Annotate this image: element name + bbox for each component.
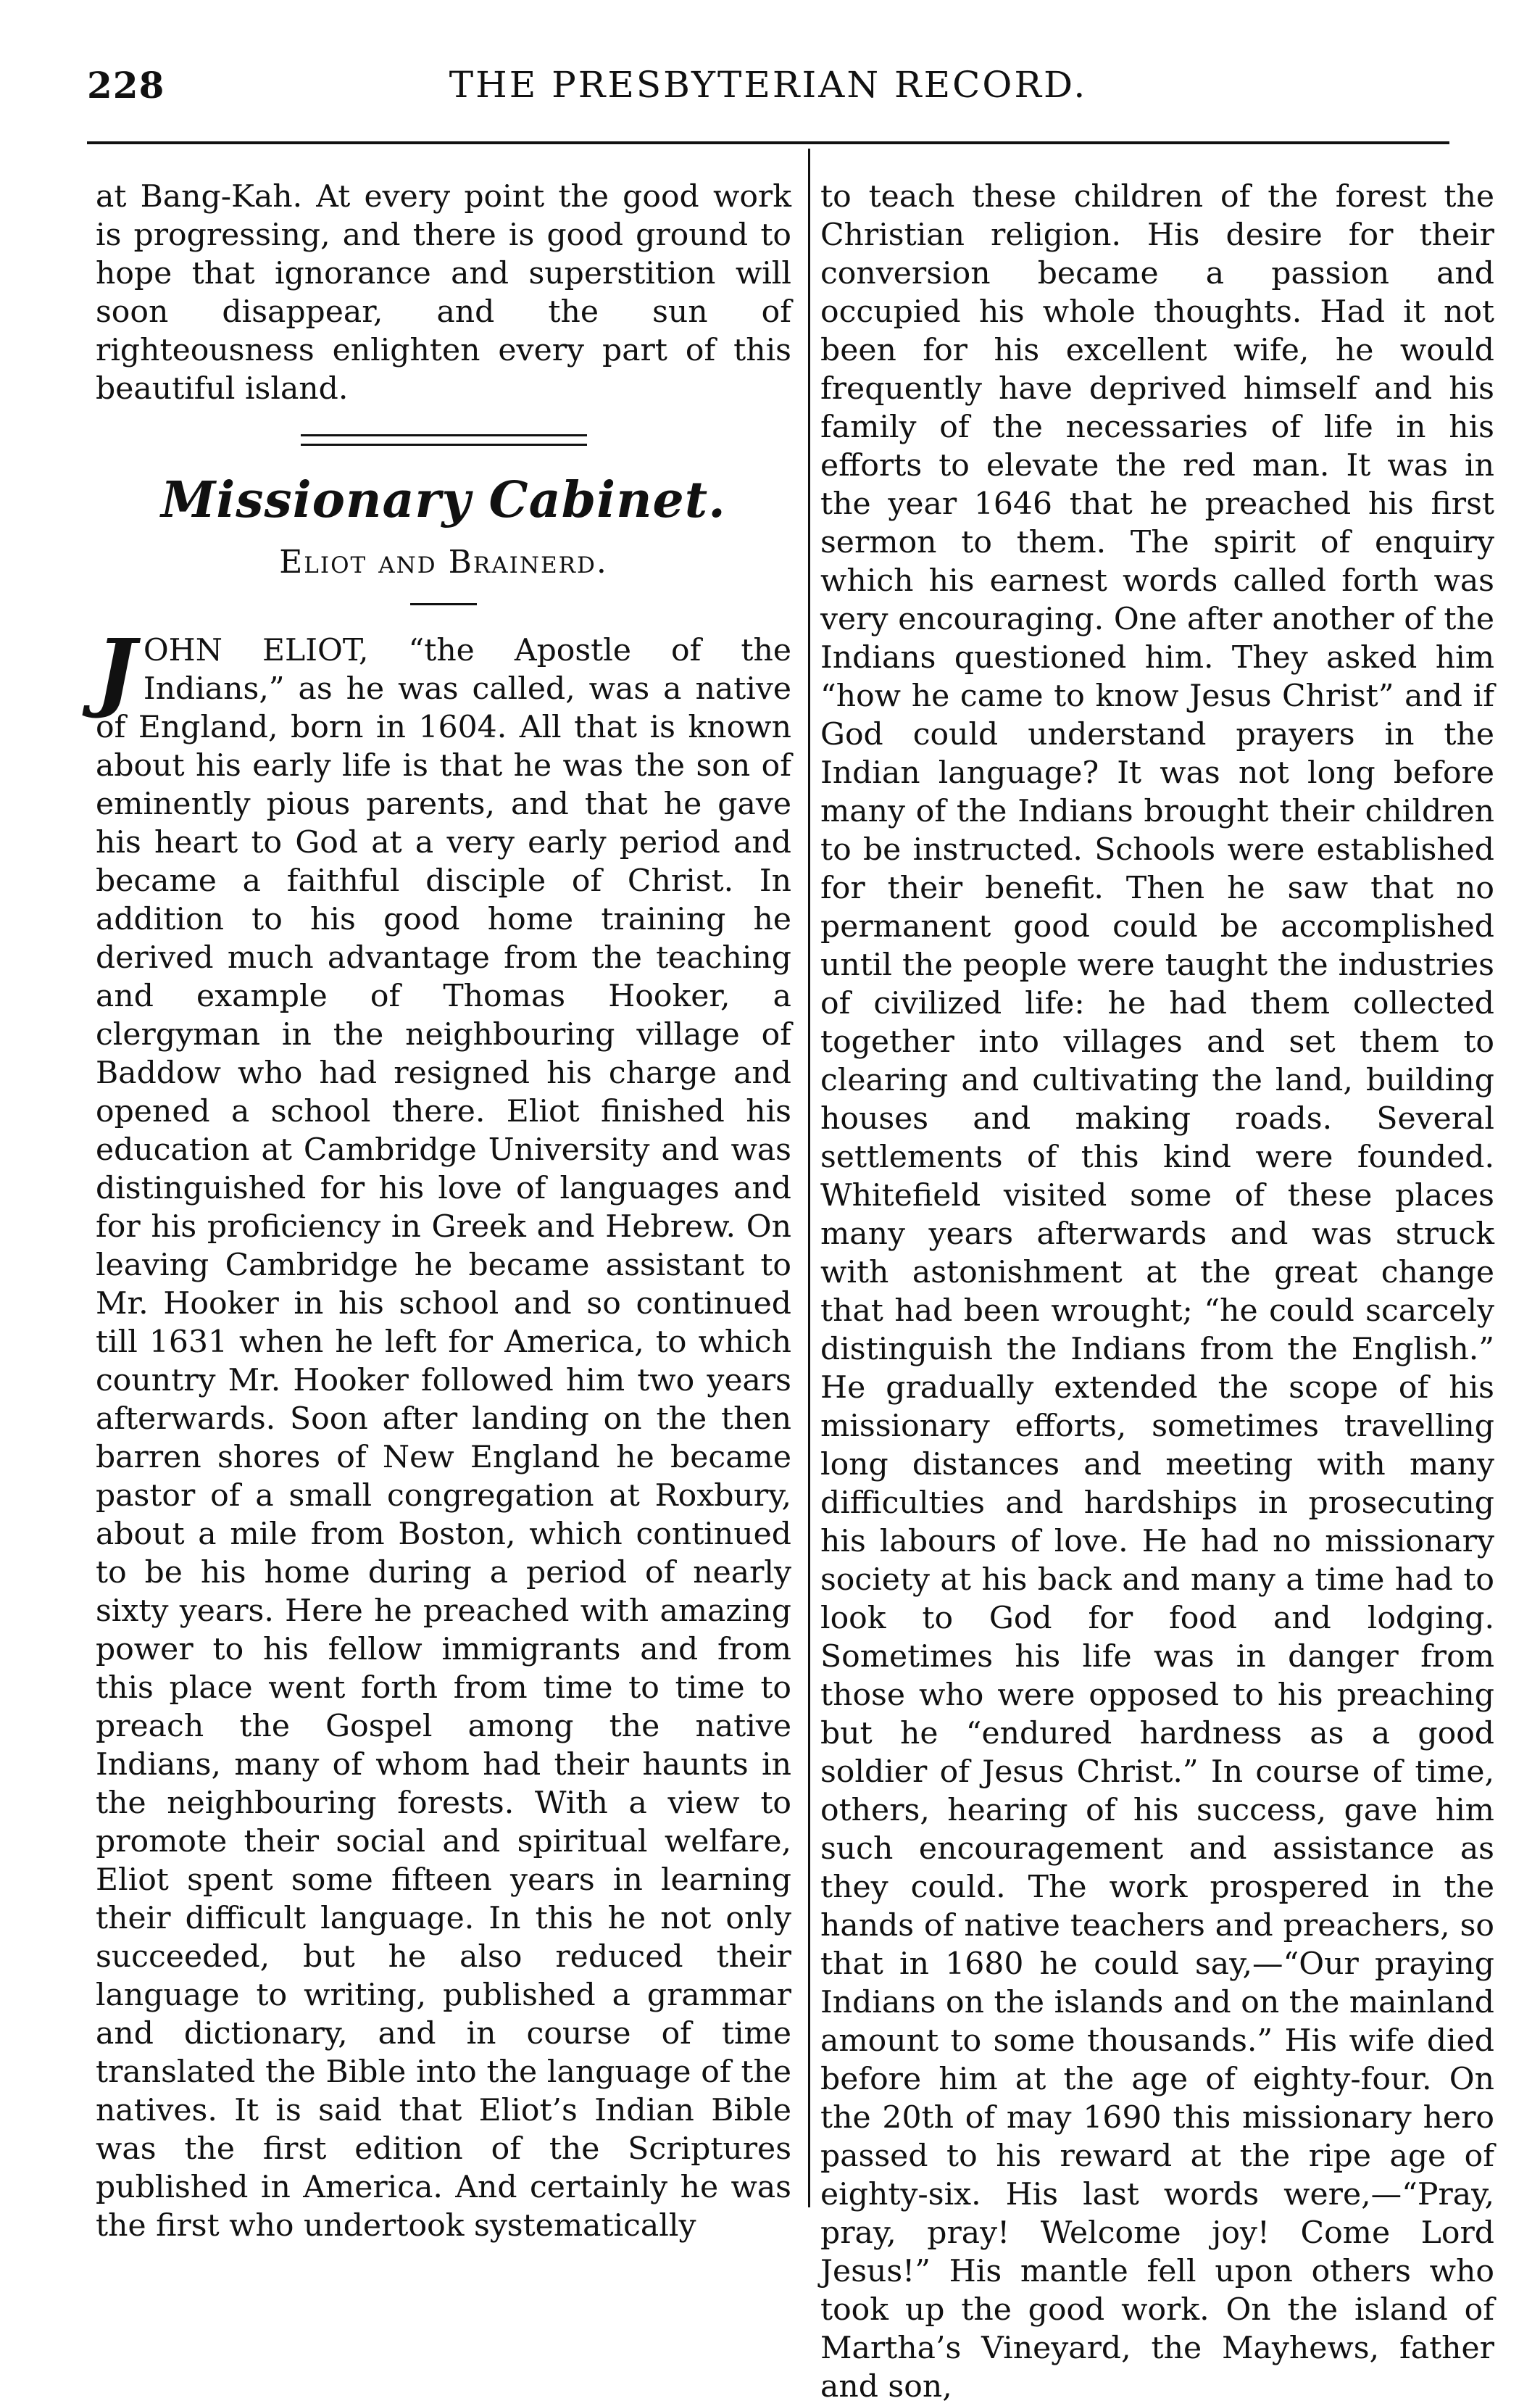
section-divider [301,434,587,446]
section-heading: Missionary Cabinet. [161,471,726,529]
subheading-rule [410,603,477,605]
page-number: 228 [87,64,165,107]
article-text: OHN ELIOT, “the Apostle of the Indians,” as he was called, was a native of England, born in 1604. All that is known about his early life is that he was the son of eminently pious parents, and that he gave his heart to God at a very early period and became a faithful disciple of Christ. In addition to his good home training he derived much advantage from the teaching and example of Thomas Hooker, a clergyman in the neighbouring village of Baddow who had resigned his charge and opened a school there. Eliot finished his education at Cambridge University and was distinguished for his love of languages and for his proficiency in Greek and Hebrew. On leaving Cambridge he became assistant to Mr. Hooker in his school and so continued till 1631 when he left for America, to which country Mr. Hooker followed him two years afterwards. Soon after landing on the then barren shores of New England he became pastor of a small congregation at Roxbury, about a mile from Boston, which continued to be his home during a period of nearly sixty years. Here he preached with amazing power to his fellow immigrants and from this place went forth from time to time to preach the Gospel among the native Indians, many of whom had their haunts in the neighbouring forests. With a view to promote their social and spiritual welfare, Eliot spent some fifteen years in learning their difficult language. In this he not only succeeded, but he also reduced their language to writing, published a grammar and dictionary, and in course of time translated the Bible into the language of the natives. It is said that Eliot’s Indian Bible was the first edition of the Scriptures published in America. And certainly he was the first who undertook systematically [96,633,791,2244]
right-column [820,178,1494,2406]
running-title: THE PRESBYTERIAN RECORD. [449,64,1088,106]
article-continuation: to teach these children of the forest the Christian religion. His desire for their conversion became a passion and occupied his whole thoughts. Had it not been for his excellent wife, he would frequently have deprived himself and his family of the necessaries of life in his efforts to elevate the red man. It was in the year 1646 that he preached his first sermon to them. The spirit of enquiry which his earnest words called forth was very encouraging. One after another of the Indians questioned him. They asked him “how he came to know Jesus Christ” and if God could understand prayers in the Indian language? It was not long before many of the Indians brought their children to be instructed. Schools were established for their benefit. Then he saw that no permanent good could be accomplished until the people were taught the industries of civilized life: he had them collected together into villages and set them to clearing and cultivating the land, building houses and making roads. Several settlements of this kind were founded. Whitefield visited some of these places many years afterwards and was struck with astonishment at the great change that had been wrought; “he could scarcely distinguish the Indians from the English.” He gradually extended the scope of his missionary efforts, sometimes travelling long distances and meeting with many difficulties and hardships in prosecuting his labours of love. He had no missionary society at his back and many a time had to look to God for food and lodging. Sometimes his life was in danger from those who were opposed to his preaching but he “endured hardness as a good soldier of Jesus Christ.” In course of time, others, hearing of his success, gave him such encouragement and assistance as they could. The work prospered in the hands of native teachers and preachers, so that in 1680 he could say,—“Our praying Indians on the islands and on the mainland amount to some thousands.” His wife died before him at the age of eighty-four. On the 20th of may 1690 this missionary hero passed to his reward at the ripe age of eighty-six. His last words were,—“Pray, pray, pray! Welcome joy! Come Lord Jesus!” His mantle fell upon others who took up the good work. On the island of Martha’s Vineyard, the Mayhews, father and son, [820,179,1494,2405]
intro-paragraph: at Bang-Kah. At every point the good work is progressing, and there is good ground to hope that ignorance and superstition will soon disappear, and the sun of righteousness enlighten every part of this beautiful island. [96,179,791,407]
article-paragraph [96,620,791,2245]
column-divider [808,149,810,2207]
page-header [87,51,1449,116]
header-rule [87,141,1449,144]
left-column [96,178,791,2245]
drop-cap: J [96,620,136,721]
article-subheading: Eliot and Brainerd. [279,544,608,581]
